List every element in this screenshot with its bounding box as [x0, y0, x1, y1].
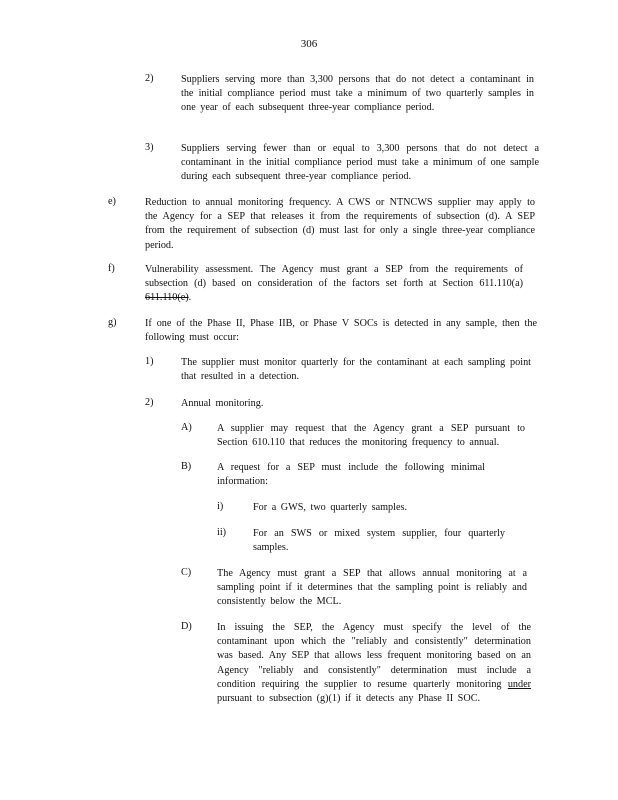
- subitem-text: The Agency must grant a SEP that allows annual monitoring at a sampling point if it determines that the sampling point is reliably and consistently below the MCL.: [217, 568, 527, 608]
- clause-label: i): [217, 501, 224, 512]
- struck-text: 611.110(e): [145, 292, 189, 304]
- subitem-label: B): [181, 461, 192, 472]
- clause-label: ii): [217, 527, 227, 538]
- subitem-text: In issuing the SEP, the Agency must specify the level of the contaminant upon which the "reliably and consistently" determination was based. Any SEP that allows less frequent monitoring based on an Agency "reliably and consistently" determination must include a condition requiring the supplier to resume quarterly monitoring under pursuant to subsection (g)(1) if it detects any Phase II SOC.: [217, 622, 532, 705]
- item-text: The supplier must monitor quarterly for the contaminant at each sampling point that resulted in a detection.: [181, 357, 531, 383]
- subsection-text: Vulnerability assessment. The Agency must grant a SEP from the requirements of subsection (d) based on consideration of the factors set forth at Section 611.110(a) 611.110(e).: [145, 264, 523, 304]
- subitem-label: C): [181, 567, 192, 578]
- item-label: 1): [145, 356, 154, 367]
- clause-text: For an SWS or mixed system supplier, four quarterly samples.: [253, 528, 505, 554]
- subsection-label: f): [108, 263, 115, 274]
- page-number: 306: [300, 38, 318, 50]
- item-label: 2): [145, 73, 154, 84]
- item-text: Suppliers serving more than 3,300 persons that do not detect a contaminant in the initial compliance period must take a minimum of two quarterly samples in one year of each subsequent three-year compliance period.: [181, 74, 534, 114]
- item-label: 2): [145, 397, 154, 408]
- item-text: Annual monitoring.: [181, 398, 264, 409]
- subsection-label: g): [108, 317, 117, 328]
- subitem-text: A request for a SEP must include the following minimal information:: [217, 462, 485, 488]
- item-text: Suppliers serving fewer than or equal to 3,300 persons that do not detect a contaminant in the initial compliance period must take a minimum of one sample during each subsequent three-year compliance period.: [181, 143, 539, 183]
- subsection-text: If one of the Phase II, Phase IIB, or Phase V SOCs is detected in any sample, then the following must occur:: [145, 318, 537, 344]
- clause-text: For a GWS, two quarterly samples.: [253, 502, 408, 513]
- subitem-label: A): [181, 422, 192, 433]
- subitem-label: D): [181, 621, 192, 632]
- subsection-text: Reduction to annual monitoring frequency. A CWS or NTNCWS supplier may apply to the Agency for a SEP that releases it from the requirements of subsection (d). A SEP from the requirement of subsection (d) must last for only a single three-year compliance period.: [145, 197, 535, 251]
- item-label: 3): [145, 142, 154, 153]
- subsection-label: e): [108, 196, 116, 207]
- subitem-text: A supplier may request that the Agency grant a SEP pursuant to Section 610.110 that reduces the monitoring frequency to annual.: [217, 423, 525, 449]
- underlined-text: under: [507, 678, 532, 690]
